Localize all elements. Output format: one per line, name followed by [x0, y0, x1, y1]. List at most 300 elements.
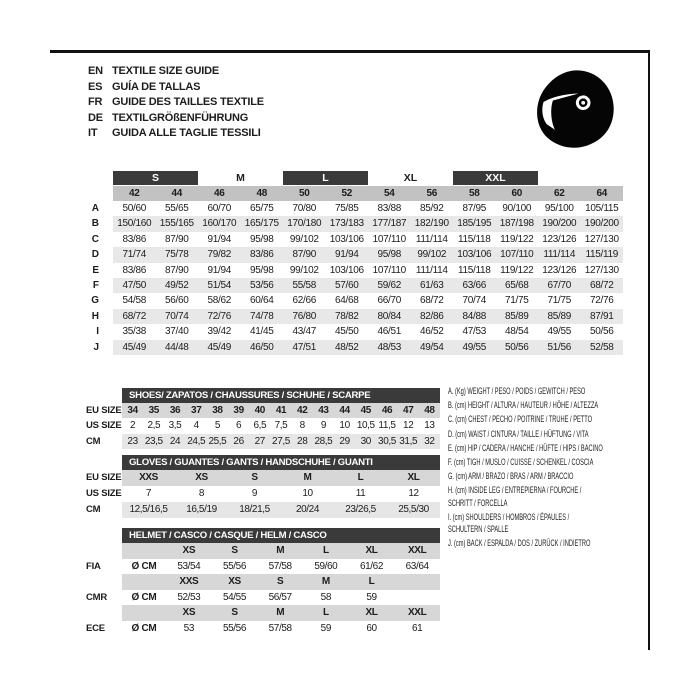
helmet-size-cell: XXS [166, 574, 212, 590]
section-row [64, 502, 440, 518]
section-value-cell: 26 [228, 434, 249, 449]
section-value-cell: S [228, 470, 281, 486]
helmet-value-cell: 57/58 [268, 560, 292, 572]
measure-cell: 65/68 [496, 278, 539, 293]
size-cell: 60 [496, 186, 539, 201]
legend-item [448, 414, 648, 426]
section-row [64, 434, 440, 449]
section-value-cell: 2,5 [147, 420, 161, 432]
measure-cell: 45/49 [113, 340, 156, 355]
section-value-cell: 40 [249, 403, 270, 418]
measure-cell: 60/64 [249, 295, 274, 307]
size-group-cell: M [236, 172, 245, 184]
size-cell: 58 [453, 186, 496, 201]
legend-line: A. (Kg) WEIGHT / PESO / POIDS / GEWITCH / PESO [448, 386, 586, 397]
section-value-cell: 41 [270, 403, 291, 418]
helmet-size-cell: S [257, 574, 303, 590]
section-value-cell: 4 [193, 420, 199, 432]
legend-line: B. (cm) HEIGHT / ALTURA / HAUTEUR / HÖHE / ALTEZZA [448, 400, 599, 412]
section-value-cell: 47 [398, 403, 419, 418]
standard-label: CMR [86, 591, 108, 603]
measure-cell: 90/100 [502, 203, 532, 214]
section-value-cell: 30,5 [376, 434, 397, 449]
measure-cell: 72/76 [589, 295, 614, 307]
helmet-value-cell: 55/56 [222, 622, 246, 634]
textile-size-table [78, 171, 623, 355]
measure-cell: 68/72 [419, 295, 444, 307]
size-cell: 48 [241, 186, 284, 201]
measure-cell: 71/74 [113, 247, 156, 262]
section-value-cell: 27,5 [270, 434, 291, 449]
section-row-label: US SIZE [86, 488, 122, 499]
measure-cell: 173/183 [326, 216, 369, 231]
measure-cell: 50/60 [122, 203, 147, 214]
language-code: DE [88, 111, 103, 124]
legend-item [448, 443, 648, 455]
measure-cell: 48/54 [504, 326, 529, 338]
section-value-cell: 5 [214, 420, 220, 432]
measure-cell: 46/50 [241, 340, 284, 355]
measure-cell: 35/38 [122, 326, 147, 338]
section-value-cell: 24,5 [186, 434, 207, 449]
measure-cell: 127/130 [584, 264, 619, 276]
measure-cell: 115/119 [581, 247, 624, 262]
measure-cell: 76/80 [283, 309, 326, 324]
section-value-cell: 10,5 [356, 420, 375, 432]
legend-line: J. (cm) BACK / ESPALDA / DOS / ZURÜCK / INDIETRO [448, 538, 591, 550]
measure-cell: 95/100 [544, 203, 574, 214]
measure-cell: 87/90 [164, 233, 189, 245]
section-value-cell: L [334, 470, 387, 486]
measure-row [78, 340, 623, 355]
section-header-row [64, 388, 440, 403]
measure-cell: 60/70 [207, 203, 232, 214]
section-value-cell: 37 [186, 403, 207, 418]
diameter-unit-label: Ø CM [131, 591, 157, 603]
language-text: GUIDA ALLE TAGLIE TESSILI [112, 127, 261, 139]
measure-cell: 70/80 [292, 203, 317, 214]
measure-cell: 50/56 [496, 340, 539, 355]
measure-cell: 61/63 [411, 278, 454, 293]
section-value-cell: 28 [292, 434, 313, 449]
section-value-cell: 12,5/16,5 [122, 502, 175, 518]
gloves-size-section [64, 455, 440, 518]
helmet-size-cell [394, 574, 440, 590]
measure-cell: 68/72 [113, 309, 156, 324]
section-row [64, 418, 440, 433]
standard-label: FIA [86, 560, 101, 572]
size-cell: 50 [283, 186, 326, 201]
legend-line: G. (cm) ARM / BRAZO / BRAS / ARM / BRACCIO [448, 471, 574, 483]
legend-line: I. (cm) SHOULDERS / HOMBROS / ÉPAULES / [448, 511, 570, 523]
measure-cell: 160/170 [198, 216, 241, 231]
measure-row [78, 201, 623, 216]
measure-cell: 170/180 [283, 216, 326, 231]
section-value-cell: 30 [355, 434, 376, 449]
size-group-cell [78, 171, 113, 185]
legend-item [448, 386, 648, 398]
measure-cell: 103/106 [329, 264, 364, 276]
measure-cell: 123/126 [542, 264, 577, 276]
legend-line: F. (cm) TIGH / MUSLO / CUISSE / SCHENKEL / COSCIA [448, 457, 594, 469]
diameter-unit-label: Ø CM [131, 622, 157, 634]
language-code: ES [88, 80, 103, 93]
measure-cell: 187/198 [496, 216, 539, 231]
measure-row [78, 263, 623, 278]
legend-item [448, 400, 648, 412]
section-row-label [64, 574, 122, 590]
measure-cell: 80/84 [368, 309, 411, 324]
measure-cell: 127/130 [584, 233, 619, 245]
measure-cell: 68/72 [581, 278, 624, 293]
measure-cell: 37/40 [164, 326, 189, 338]
measure-row-letter: D [91, 249, 99, 261]
measure-cell: 91/94 [207, 233, 232, 245]
measure-cell: 87/91 [581, 309, 624, 324]
section-value-cell: 20/24 [281, 502, 334, 518]
shoes-size-section [64, 388, 440, 449]
section-header-spacer [64, 455, 122, 470]
legend-line: D. (cm) WAIST / CINTURA / TAILLE / HÜFTUNG / VITA [448, 428, 589, 440]
helmet-size-cell: S [212, 543, 258, 559]
measure-cell: 107/110 [496, 247, 539, 262]
measure-cell: 71/75 [504, 295, 529, 307]
size-cell: 56 [411, 186, 454, 201]
measure-cell: 53/56 [241, 278, 284, 293]
size-cell: 62 [538, 186, 581, 201]
measure-cell: 103/106 [453, 247, 496, 262]
measure-cell: 91/94 [326, 247, 369, 262]
section-value-cell: 23,5 [143, 434, 164, 449]
section-value-cell: 43 [313, 403, 334, 418]
helmet-size-cell: XS [166, 543, 212, 559]
measure-cell: 67/70 [538, 278, 581, 293]
section-row-label: EU SIZE [86, 472, 122, 483]
measure-cell: 58/62 [207, 295, 232, 307]
measurement-legend [448, 386, 648, 552]
measure-cell: 47/50 [113, 278, 156, 293]
measure-cell: 47/51 [283, 340, 326, 355]
size-cell: 44 [156, 186, 199, 201]
measure-cell: 47/53 [462, 326, 487, 338]
measure-cell: 54/58 [122, 295, 147, 307]
measure-cell: 49/52 [156, 278, 199, 293]
measure-cell: 165/175 [241, 216, 284, 231]
measure-cell: 185/195 [453, 216, 496, 231]
legend-item [448, 485, 648, 509]
language-row [88, 95, 264, 111]
legend-item [448, 429, 648, 441]
section-value-cell: 8 [198, 488, 205, 499]
helmet-value-cell [394, 590, 440, 606]
helmet-value-cell: 61/62 [359, 560, 383, 572]
measure-cell: 51/54 [198, 278, 241, 293]
measure-cell: 111/114 [538, 247, 581, 262]
helmet-value-cell: 55/56 [222, 560, 246, 572]
language-text: TEXTILGRÖßENFÜHRUNG [112, 111, 249, 124]
section-value-cell: 6 [236, 420, 242, 432]
helmet-size-cell: XS [166, 605, 212, 621]
measure-cell: 83/86 [241, 247, 284, 262]
section-value-cell: 13 [424, 420, 435, 432]
unit-spacer [122, 574, 166, 590]
measure-cell: 63/66 [453, 278, 496, 293]
measure-cell: 39/42 [207, 326, 232, 338]
legend-line: E. (cm) HIP / CADERA / HANCHE / HÜFTE / HIPS / BACINO [448, 442, 603, 454]
helmet-value-row [64, 621, 440, 637]
section-title: HELMET / CASCO / CASQUE / HELM / CASCO [122, 528, 440, 543]
legend-line: SCHULTERN / SPALLE [448, 524, 509, 536]
section-value-cell: 9 [320, 420, 326, 432]
section-value-cell: 10 [302, 488, 313, 499]
measure-cell: 57/60 [326, 278, 369, 293]
measure-cell: 190/200 [581, 216, 624, 231]
measure-row [78, 278, 623, 293]
measure-cell: 91/94 [207, 264, 232, 276]
section-value-cell: 45 [355, 403, 376, 418]
section-value-cell: 11 [355, 488, 366, 499]
section-value-cell: 12 [408, 488, 419, 499]
helmet-value-cell: 59 [320, 622, 331, 634]
measure-cell: 150/160 [113, 216, 156, 231]
helmet-size-cell: XXL [394, 543, 440, 559]
helmet-size-cell: XL [349, 605, 395, 621]
measure-cell: 50/56 [589, 326, 614, 338]
measure-cell: 41/45 [249, 326, 274, 338]
measure-cell: 43/47 [292, 326, 317, 338]
section-value-cell: 23 [122, 434, 143, 449]
section-value-cell: 38 [207, 403, 228, 418]
section-value-cell: 28,5 [313, 434, 334, 449]
measure-row [78, 293, 623, 308]
helmet-value-row [64, 590, 440, 606]
helmet-size-cell: XS [212, 574, 258, 590]
helmet-size-cell: M [257, 605, 303, 621]
section-row-label [64, 605, 122, 621]
section-row-label: CM [86, 504, 101, 515]
measure-cell: 95/98 [249, 264, 274, 276]
legend-item [448, 512, 648, 536]
helmet-size-cell: XL [349, 543, 395, 559]
measure-cell: 71/75 [547, 295, 572, 307]
measure-row-letter: J [93, 341, 99, 353]
size-group-cell: XXL [453, 171, 538, 185]
legend-line: H. (cm) INSIDE LEG / ENTREPIERNA / FOURCHE / [448, 485, 582, 497]
measure-cell: 95/98 [249, 233, 274, 245]
measure-cell: 45/49 [198, 340, 241, 355]
unit-spacer [122, 543, 166, 559]
measure-cell: 75/78 [156, 247, 199, 262]
section-value-cell: 46 [376, 403, 397, 418]
measure-row-letter: I [96, 326, 99, 338]
measure-cell: 82/86 [411, 309, 454, 324]
measure-cell: 182/190 [411, 216, 454, 231]
language-row [88, 64, 264, 80]
section-row-label: CM [86, 435, 101, 447]
measure-cell: 177/187 [368, 216, 411, 231]
language-code: EN [88, 65, 103, 77]
measure-cell: 55/65 [164, 203, 189, 214]
helmet-size-row [64, 574, 440, 590]
helmet-size-cell: L [303, 605, 349, 621]
section-value-cell: 39 [228, 403, 249, 418]
measure-cell: 70/74 [462, 295, 487, 307]
language-row [88, 126, 264, 142]
measure-row [78, 232, 623, 247]
section-value-cell: 34 [122, 403, 143, 418]
section-title: SHOES/ ZAPATOS / CHAUSSURES / SCHUHE / SCARPE [122, 388, 440, 403]
section-value-cell: 24 [164, 434, 185, 449]
measure-row [78, 324, 623, 339]
measure-row-letter: C [91, 233, 99, 245]
section-value-cell: XS [175, 470, 228, 486]
measure-row-letter: F [92, 279, 99, 291]
measure-row-letter: E [92, 264, 99, 276]
section-value-cell: 31,5 [398, 434, 419, 449]
measure-row-letter: G [91, 295, 99, 307]
measure-cell: 115/118 [457, 264, 491, 276]
measure-cell: 59/62 [368, 278, 411, 293]
measure-cell: 99/102 [411, 247, 454, 262]
section-header-row [64, 455, 440, 470]
section-value-cell: 10 [339, 420, 350, 432]
helmet-size-section [64, 528, 440, 636]
measure-row-letter: A [91, 203, 99, 214]
measure-cell: 119/122 [500, 264, 534, 276]
measure-cell: 55/58 [283, 278, 326, 293]
standard-label: ECE [86, 622, 105, 634]
measure-row-letter: B [91, 218, 99, 230]
helmet-value-cell: 54/55 [222, 591, 246, 603]
section-value-cell: XL [387, 470, 440, 486]
section-value-cell: 7 [145, 488, 152, 499]
measure-cell: 85/89 [496, 309, 539, 324]
language-code: FR [88, 96, 103, 108]
section-row-label: US SIZE [86, 420, 122, 432]
measure-cell: 56/60 [164, 295, 189, 307]
measure-cell: 105/115 [585, 203, 619, 214]
measure-cell: 45/50 [334, 326, 359, 338]
section-value-cell: 29 [334, 434, 355, 449]
helmet-value-cell: 60 [366, 622, 377, 634]
measure-cell: 85/92 [419, 203, 444, 214]
legend-item [448, 471, 648, 483]
size-cell: 42 [113, 186, 156, 201]
section-value-cell: 36 [164, 403, 185, 418]
size-group-cell: XL [403, 172, 418, 184]
measure-cell: 52/58 [581, 340, 624, 355]
helmet-size-cell: S [212, 605, 258, 621]
section-value-cell: 16,5/19 [175, 502, 228, 518]
measure-cell: 66/70 [377, 295, 402, 307]
section-value-cell: 44 [334, 403, 355, 418]
top-border-line [50, 50, 649, 53]
measure-cell: 72/76 [198, 309, 241, 324]
helmet-size-cell: L [303, 543, 349, 559]
section-value-cell: 3,5 [168, 420, 182, 432]
size-cell: 46 [198, 186, 241, 201]
racing-helmet-icon [530, 63, 622, 159]
legend-line: SCHRITT / FORCELLA [448, 497, 508, 509]
section-value-cell: XXS [122, 470, 175, 486]
measure-row [78, 309, 623, 324]
measure-cell: 87/95 [462, 203, 487, 214]
helmet-value-cell: 53 [183, 622, 194, 634]
section-header-row [64, 528, 440, 543]
helmet-value-cell: 57/58 [268, 622, 292, 634]
measure-cell: 78/82 [326, 309, 369, 324]
helmet-value-cell: 56/57 [268, 591, 292, 603]
measure-cell: 115/118 [457, 233, 491, 245]
language-text: GUIDE DES TAILLES TEXTILE [112, 96, 264, 108]
helmet-size-cell: L [349, 574, 395, 590]
measure-cell: 48/53 [368, 340, 411, 355]
measure-cell: 51/56 [538, 340, 581, 355]
legend-item [448, 457, 648, 469]
section-value-cell: 18/21,5 [228, 502, 281, 518]
unit-spacer [122, 605, 166, 621]
helmet-size-cell: M [303, 574, 349, 590]
measure-cell: 83/88 [377, 203, 402, 214]
measure-cell: 103/106 [329, 233, 364, 245]
helmet-value-cell: 59 [366, 591, 377, 603]
section-value-cell: 32 [419, 434, 440, 449]
helmet-value-cell: 59/60 [314, 560, 338, 572]
section-value-cell: 6,5 [253, 420, 267, 432]
size-group-cell [538, 171, 581, 185]
section-value-cell: 48 [419, 403, 440, 418]
size-cell: 64 [581, 186, 624, 201]
measure-cell: 83/86 [122, 264, 147, 276]
section-value-cell: 7,5 [274, 420, 288, 432]
measure-cell: 111/114 [415, 233, 448, 245]
measure-cell: 75/85 [334, 203, 359, 214]
helmet-size-cell: XXL [394, 605, 440, 621]
measure-cell: 87/90 [164, 264, 189, 276]
measure-cell: 49/55 [453, 340, 496, 355]
legend-line: C. (cm) CHEST / PECHO / POITRINE / TRUHE / PETTO [448, 414, 593, 426]
helmet-size-row [64, 543, 440, 559]
section-value-cell: 35 [143, 403, 164, 418]
measure-cell: 79/82 [198, 247, 241, 262]
helmet-value-cell: 58 [320, 591, 331, 603]
section-header-spacer [64, 528, 122, 543]
measure-cell: 123/126 [542, 233, 577, 245]
language-code: IT [88, 127, 98, 139]
size-group-row [78, 171, 623, 185]
helmet-value-cell: 53/54 [177, 560, 201, 572]
measure-cell: 49/55 [547, 326, 572, 338]
helmet-value-cell: 52/53 [177, 591, 201, 603]
measure-cell: 46/52 [419, 326, 444, 338]
measure-cell: 87/90 [283, 247, 326, 262]
language-list [88, 64, 264, 142]
section-value-cell: 23/26,5 [334, 502, 387, 518]
measure-row-letter: H [91, 310, 99, 322]
diameter-unit-label: Ø CM [131, 560, 157, 572]
section-row [64, 470, 440, 486]
section-row-label [64, 543, 122, 559]
measure-cell: 84/88 [453, 309, 496, 324]
language-row [88, 111, 264, 127]
measure-cell: 70/74 [156, 309, 199, 324]
measure-cell: 107/110 [372, 264, 406, 276]
size-group-cell: L [283, 171, 368, 185]
section-value-cell: 2 [130, 420, 136, 432]
measure-cell: 74/78 [241, 309, 284, 324]
measure-cell: 190/200 [538, 216, 581, 231]
measure-row [78, 247, 623, 262]
